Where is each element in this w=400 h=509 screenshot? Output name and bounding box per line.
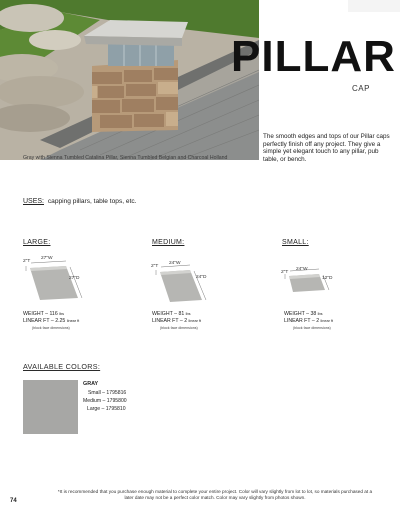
weight-unit: lbs bbox=[59, 312, 65, 316]
large-thickness: 2"T bbox=[23, 259, 31, 264]
corner-tab bbox=[348, 0, 400, 12]
linear-unit: linear ft bbox=[320, 319, 333, 323]
linear-unit: linear ft bbox=[66, 319, 80, 323]
weight-value: 81 bbox=[178, 311, 185, 317]
linear-label: LINEAR FT – bbox=[284, 318, 315, 324]
uses-label: USES: bbox=[23, 198, 45, 205]
weight-unit: lbs bbox=[317, 312, 323, 316]
pillar-scene-image bbox=[0, 0, 259, 160]
footer-disclaimer: *It is recommended that you purchase enough material to complete your entire project. Color will vary slightly from lot to lot, so materials purchased at a later date may not be a perfect color match. Color may vary slightly from photos shown. bbox=[57, 489, 373, 500]
linear-label: LINEAR FT – bbox=[152, 318, 183, 324]
linear-value: 2 bbox=[184, 318, 188, 324]
medium-cap-diagram bbox=[152, 262, 212, 306]
size-heading-medium: MEDIUM: bbox=[152, 239, 185, 246]
small-depth: 12"D bbox=[322, 276, 333, 281]
weight-value: 38 bbox=[310, 311, 317, 317]
weight-value: 116 bbox=[49, 311, 58, 317]
small-weight bbox=[284, 311, 323, 318]
size-heading-small: SMALL: bbox=[282, 239, 309, 246]
small-width: 24"W bbox=[296, 267, 308, 272]
sku-medium: Medium – 1795800 bbox=[83, 398, 127, 404]
linear-label: LINEAR FT – bbox=[23, 318, 54, 324]
gray-color-swatch bbox=[23, 380, 78, 434]
weight-label: WEIGHT – bbox=[284, 311, 309, 317]
linear-unit: linear ft bbox=[188, 319, 201, 323]
size-heading-large: LARGE: bbox=[23, 239, 51, 246]
linear-value: 2.25 bbox=[55, 318, 66, 324]
medium-thickness: 2"T bbox=[151, 264, 159, 269]
hero-photo bbox=[0, 0, 259, 160]
medium-weight bbox=[152, 311, 191, 318]
large-depth: 27"D bbox=[69, 276, 80, 281]
large-width: 27"W bbox=[41, 256, 53, 261]
large-weight bbox=[23, 311, 64, 318]
large-dimension-note: (block face dimensions) bbox=[32, 326, 70, 330]
weight-unit: lbs bbox=[185, 312, 191, 316]
sku-large: Large – 1795810 bbox=[87, 406, 126, 412]
page-number: 74 bbox=[10, 498, 17, 504]
page-title: PILLAR bbox=[231, 32, 396, 81]
intro-paragraph: The smooth edges and tops of our Pillar caps perfectly finish off any project. They give a simple yet elegant touch to any pillar, pub table, or bench. bbox=[263, 133, 390, 163]
medium-width: 24"W bbox=[169, 261, 181, 266]
sku-small: Small – 1795816 bbox=[88, 390, 127, 396]
large-linear-ft bbox=[23, 318, 79, 325]
small-thickness: 2"T bbox=[281, 270, 289, 275]
large-cap-diagram bbox=[22, 258, 88, 306]
small-cap-diagram bbox=[281, 268, 341, 298]
medium-depth: 24"D bbox=[196, 275, 207, 280]
medium-linear-ft bbox=[152, 318, 201, 325]
weight-label: WEIGHT – bbox=[23, 311, 48, 317]
page-subtitle: CAP bbox=[352, 84, 370, 93]
linear-value: 2 bbox=[316, 318, 320, 324]
small-linear-ft bbox=[284, 318, 333, 325]
small-dimension-note: (block face dimensions) bbox=[293, 326, 331, 330]
uses-text: capping pillars, table tops, etc. bbox=[47, 198, 137, 205]
weight-label: WEIGHT – bbox=[152, 311, 177, 317]
medium-dimension-note: (block face dimensions) bbox=[160, 326, 198, 330]
color-name-gray: GRAY bbox=[83, 381, 99, 387]
uses-line bbox=[23, 198, 137, 205]
available-colors-heading: AVAILABLE COLORS: bbox=[23, 362, 101, 371]
photo-caption: Gray with Sienna Tumbled Catalina Pillar, Sienna Tumbled Belgian and Charcoal Holland bbox=[23, 155, 228, 161]
